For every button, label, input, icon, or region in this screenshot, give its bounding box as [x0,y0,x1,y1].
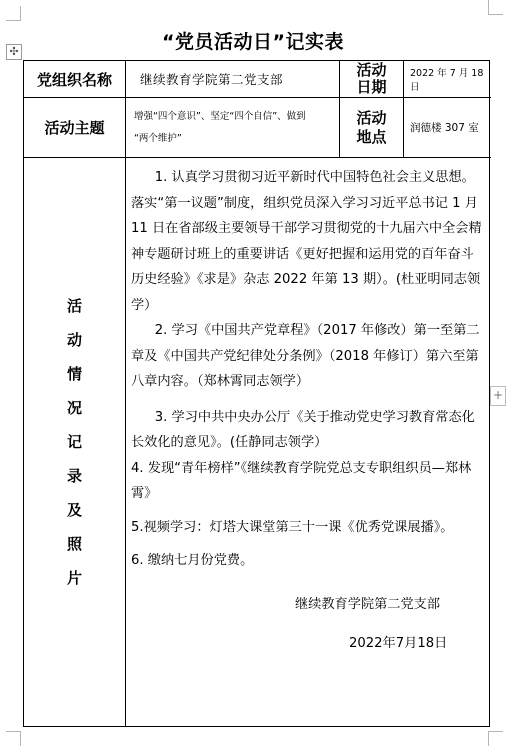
document-title: “党员活动日”记实表 [162,31,344,53]
side-label-char: 活 [66,297,82,315]
theme-value-line2: “两个维护” [134,133,182,144]
signature-text: 继续教育学院第二党支部 [295,596,441,612]
date-value[interactable]: 2022 年 7 月 18 日 [404,61,491,98]
side-label-char: 录 [66,467,82,485]
theme-value[interactable] [126,98,340,158]
corner-mark-top-right [488,0,503,15]
move-handle-icon[interactable]: ✣ [6,44,22,60]
date-label-line1: 活动 [356,61,387,79]
corner-mark-bottom-right [488,731,503,746]
org-value[interactable]: 继续教育学院第二党支部 [126,61,340,98]
side-label-char: 记 [66,433,82,451]
side-label-char: 及 [66,501,82,519]
signature-date: 2022年7月18日 [349,636,448,651]
content-item-1: 1. 认真学习贯彻习近平新时代中国特色社会主义思想。落实“第一议题”制度，组织党员深入学习习近平总书记 1 月 11 日在省部级主要领导干部学习贯彻党的十九届六中全会精神专题研讨班上的重要讲话《更好把握和运用党的百年奋斗历史经验》《求是》杂志 2022 年第 13 期）。(杜亚明同志领学） [131,170,482,313]
content-item-5: 5.视频学习：灯塔大课堂第三十一课《优秀党课展播》。 [131,519,454,535]
place-label-line1: 活动 [356,108,387,127]
theme-label: 活动主题 [24,98,126,158]
corner-mark-bottom-left [6,731,21,746]
date-label-line2: 日期 [356,78,387,96]
org-label: 党组织名称 [24,61,126,98]
add-column-icon[interactable]: + [490,386,506,406]
date-label [340,61,404,98]
side-label-char: 况 [66,399,82,417]
place-value[interactable]: 润德楼 307 室 [404,98,491,158]
side-label-char: 动 [66,331,82,349]
side-label-char: 片 [66,569,82,587]
side-label-char: 情 [66,365,82,383]
content-item-3: 3. 学习中共中央办公厅《关于推动党史学习教育常态化长效化的意见》。(任静同志领学） [131,409,475,450]
content-item-6: 6. 缴纳七月份党费。 [131,553,254,568]
side-label-char: 照 [66,535,82,553]
theme-value-line1: 增强“四个意识”、坚定“四个自信”、做到 [134,111,306,122]
place-label-line2: 地点 [356,127,387,146]
record-side-label [24,158,126,726]
place-label [340,98,404,158]
record-content [131,165,485,657]
content-item-4: 4. 发现“青年榜样”《继续教育学院党总支专职组织员—郑林霄》 [131,460,472,501]
corner-mark-top-left [6,6,21,21]
content-item-2: 2. 学习《中国共产党章程》（2017 年修改）第一至第二章及《中国共产党纪律处分条例》（2018 年修订）第六至第八章内容。（郑林霄同志领学） [131,323,480,389]
